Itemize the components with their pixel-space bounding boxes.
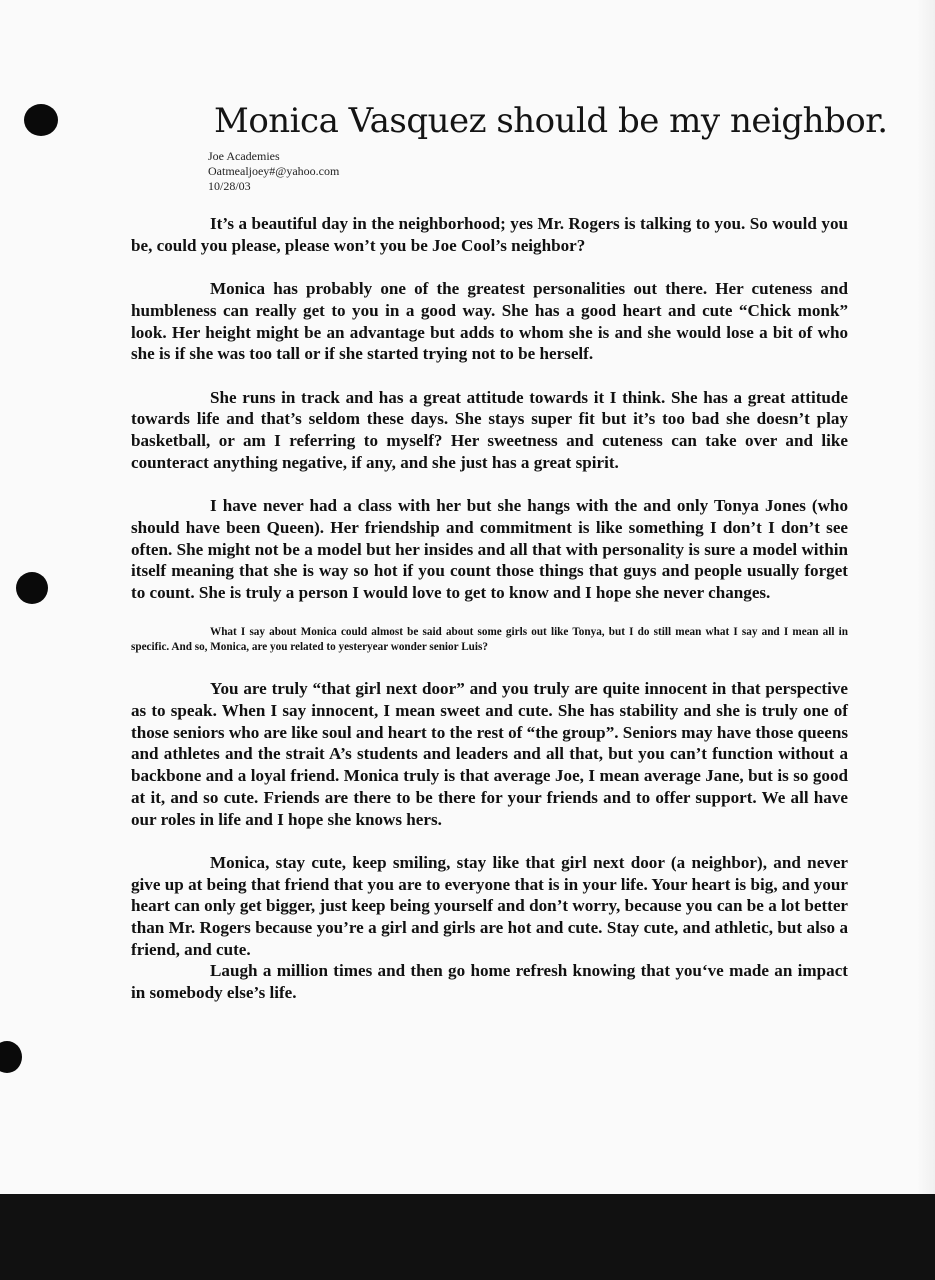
paper-edge — [917, 0, 935, 1194]
paragraph-personality: Monica has probably one of the greatest personalities out there. Her cuteness and humbleness can really get to you in a good way. She has a good heart and cute “Chick monk” look. Her height might be an advantage but adds to whom she is and she would lose a bit of who she is if she was too tall or if she started trying not to be herself. — [131, 279, 848, 364]
paragraph-closing: Laugh a million times and then go home refresh knowing that you‘ve made an impact in somebody else’s life. — [131, 961, 848, 1003]
author-name: Joe Academies — [208, 149, 280, 163]
paragraph-aside: What I say about Monica could almost be said about some girls out like Tonya, but I do still mean what I say and I mean all in specific. And so, Monica, are you related to yesteryear wonder senior Luis? — [131, 626, 848, 654]
paragraph-intro: It’s a beautiful day in the neighborhood; yes Mr. Rogers is talking to you. So would you be, could you please, please won’t you be Joe Cool’s neighbor? — [131, 214, 848, 255]
punch-hole-top — [24, 104, 58, 136]
author-block — [208, 149, 339, 194]
paragraph-girl-next-door: You are truly “that girl next door” and you truly are quite innocent in that perspective as to speak. When I say innocent, I mean sweet and cute. She has stability and she is truly one of those seniors who are like soul and heart to the rest of “the group”. Seniors may have those queens and athletes and the strait A’s students and leaders and all that, but you can’t function without a backbone and a loyal friend. Monica truly is that average Joe, I mean average Jane, but is so good at it, and so cute. Friends are there to be there for your friends and to offer support. We all have our roles in life and I hope she knows hers. — [131, 679, 848, 829]
paragraph-friendship: I have never had a class with her but she hangs with the and only Tonya Jones (who should have been Queen). Her friendship and commitment is like something I don’t I don’t see often. She might not be a model but her insides and all that with personality is sure a model within itself meaning that she is way so hot if you count those things that guys and people usually forget to count. She is truly a person I would love to get to know and I hope she never changes. — [131, 496, 848, 602]
document-body — [131, 213, 848, 1004]
author-email: Oatmealjoey#@yahoo.com — [208, 164, 340, 178]
punch-hole-middle — [16, 572, 48, 604]
paragraph-stay-cute: Monica, stay cute, keep smiling, stay like that girl next door (a neighbor), and never give up at being that friend that you are to everyone that is in your life. Your heart is big, and your heart can only get bigger, just keep being yourself and don’t worry, because you can be a lot better than Mr. Rogers because you’re a girl and girls are hot and cute. Stay cute, and athletic, but also a friend, and cute. — [131, 852, 848, 959]
punch-hole-bottom — [0, 1041, 22, 1073]
paragraph-track: She runs in track and has a great attitude towards it I think. She has a great attitude towards life and that’s seldom these days. She stays super fit but it’s too bad she doesn’t play basketball, or am I referring to myself? Her sweetness and cuteness can take over and like counteract anything negative, if any, and she just has a great spirit. — [131, 387, 848, 472]
document-date: 10/28/03 — [208, 179, 251, 193]
document-title: Monica Vasquez should be my neighbor. — [214, 101, 888, 141]
